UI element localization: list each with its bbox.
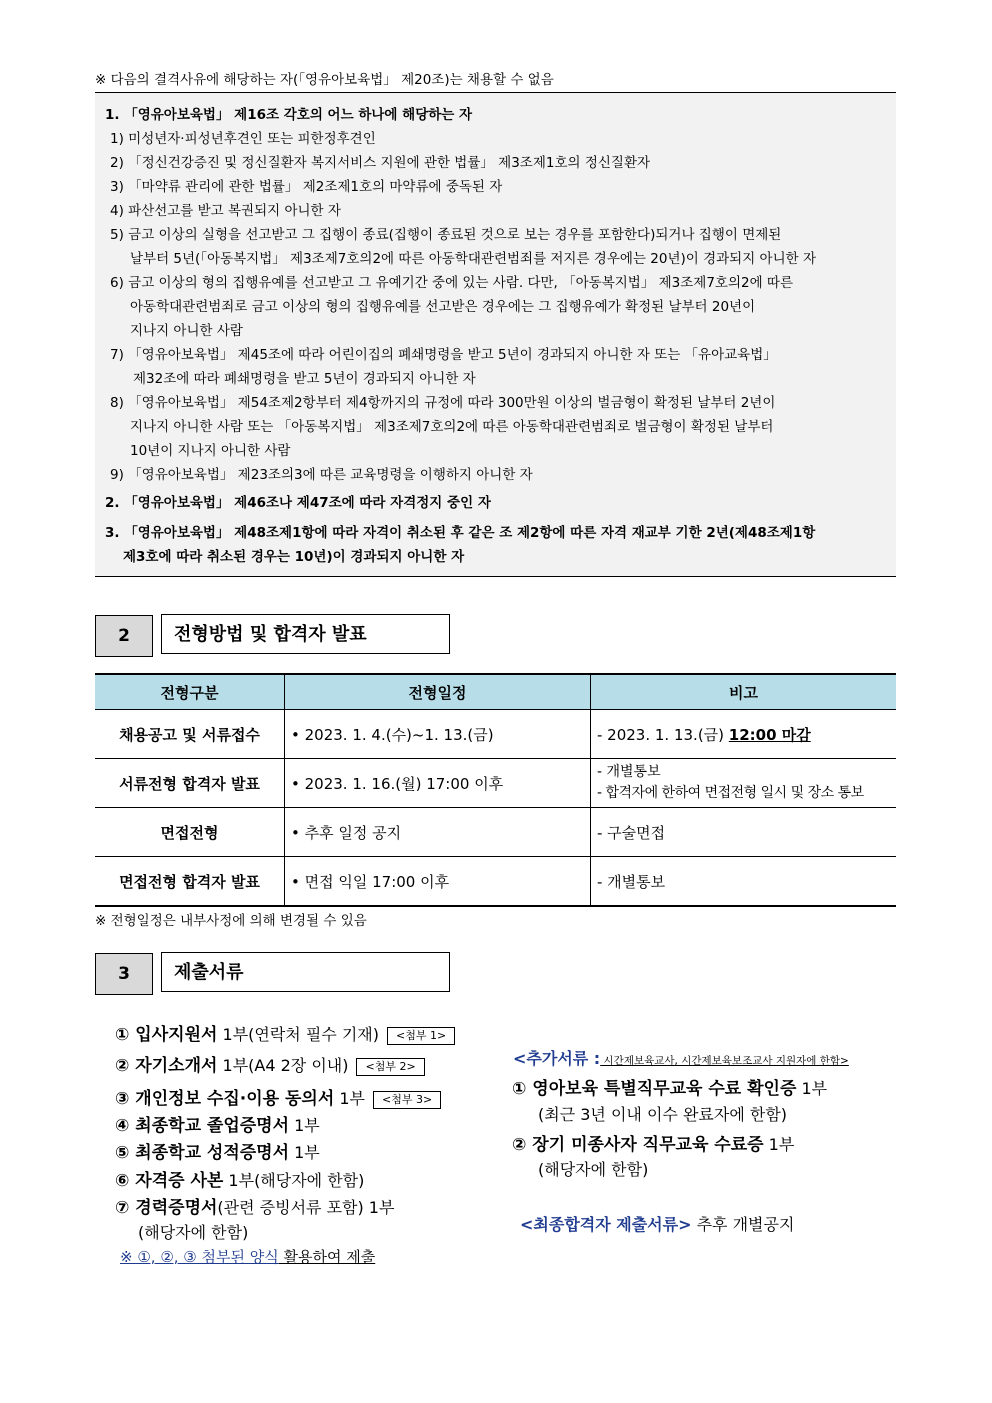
schedule-note: ※ 전형일정은 내부사정에 의해 변경될 수 있음 xyxy=(95,913,367,929)
deadline-text: 12:00 마감 xyxy=(728,725,811,744)
section-2-number: 2 xyxy=(95,615,153,657)
doc-title: ③ 개인정보 수집·이용 동의서 xyxy=(115,1089,335,1109)
attach-note-rest: 활용하여 제출 xyxy=(278,1248,376,1266)
disq-item-8b: 지나지 아니한 사람 또는 「아동복지법」 제3조제7호의2에 따른 아동학대관련범죄로 벌금형이 확정된 날부터 xyxy=(130,419,774,435)
attach-note xyxy=(120,1246,375,1267)
doc-title: ⑦ 경력증명서 xyxy=(115,1198,218,1218)
disq-heading-2: 2. 「영유아보육법」 제46조나 제47조에 따라 자격정지 중인 자 xyxy=(105,495,491,511)
extra-item-2 xyxy=(512,1130,794,1155)
doc-item-7-sub: (해당자에 한함) xyxy=(138,1223,249,1242)
disq-item-4: 4) 파산선고를 받고 복권되지 아니한 자 xyxy=(110,203,341,219)
doc-detail: 1부 xyxy=(334,1089,365,1108)
schedule-header-row xyxy=(95,674,896,710)
doc-detail: 1부 xyxy=(289,1116,320,1135)
doc-item-1 xyxy=(115,1020,455,1045)
disq-item-1: 1) 미성년자·피성년후견인 또는 피한정후견인 xyxy=(110,131,376,147)
extra-title-2: ② 장기 미종사자 직무교육 수료증 xyxy=(512,1135,764,1155)
table-row xyxy=(95,808,896,857)
date-cell: • 2023. 1. 16.(월) 17:00 이후 xyxy=(285,759,591,808)
section-3-title: 제출서류 xyxy=(161,952,450,992)
doc-item-7 xyxy=(115,1193,394,1218)
final-docs xyxy=(520,1212,794,1235)
section-2-title: 전형방법 및 합격자 발표 xyxy=(161,614,450,654)
extra-title-1: ① 영아보육 특별직무교육 수료 확인증 xyxy=(512,1079,797,1099)
disq-item-9: 9) 「영유아보육법」 제23조의3에 따른 교육명령을 이행하지 아니한 자 xyxy=(110,467,533,483)
extra-detail-1: 1부 xyxy=(796,1079,828,1098)
disq-item-5b: 날부터 5년(「아동복지법」 제3조제7호의2에 따른 아동학대관련범죄를 저지른 경우에는 20년)이 경과되지 아니한 자 xyxy=(130,251,816,267)
note-text: - 2023. 1. 13.(금) xyxy=(597,725,729,744)
doc-item-6 xyxy=(115,1166,364,1191)
header-note: 비고 xyxy=(591,674,897,710)
extra-item-1-sub: (최근 3년 이내 이수 완료자에 한함) xyxy=(538,1105,788,1124)
date-cell: • 2023. 1. 4.(수)~1. 13.(금) xyxy=(285,710,591,759)
doc-detail: 1부(A4 2장 이내) xyxy=(217,1056,349,1075)
doc-detail: 1부(해당자에 한함) xyxy=(223,1171,365,1190)
disqualify-note: ※ 다음의 결격사유에 해당하는 자(「영유아보육법」 제20조)는 채용할 수 없음 xyxy=(95,72,554,88)
schedule-table xyxy=(95,673,896,907)
note-cell: - 개별통보 xyxy=(591,857,897,907)
stage-cell: 면접전형 합격자 발표 xyxy=(95,857,285,907)
note-cell: - 구술면접 xyxy=(591,808,897,857)
attachment-tag: <첨부 3> xyxy=(373,1091,441,1109)
doc-item-2 xyxy=(115,1051,425,1076)
doc-detail: (관련 증빙서류 포함) 1부 xyxy=(217,1198,395,1217)
extra-detail-2: 1부 xyxy=(763,1135,795,1154)
doc-title: ② 자기소개서 xyxy=(115,1056,218,1076)
date-cell: • 면접 익일 17:00 이후 xyxy=(285,857,591,907)
stage-cell: 서류전형 합격자 발표 xyxy=(95,759,285,808)
disq-item-2: 2) 「정신건강증진 및 정신질환자 복지서비스 지원에 관한 법률」 제3조제1호의 정신질환자 xyxy=(110,155,651,171)
disq-item-7a: 7) 「영유아보육법」 제45조에 따라 어린이집의 폐쇄명령을 받고 5년이 경과되지 아니한 자 또는 「유아교육법」 xyxy=(110,347,777,363)
date-cell: • 추후 일정 공지 xyxy=(285,808,591,857)
header-stage: 전형구분 xyxy=(95,674,285,710)
stage-cell: 면접전형 xyxy=(95,808,285,857)
doc-title: ① 입사지원서 xyxy=(115,1025,218,1045)
section-3-number: 3 xyxy=(95,953,153,995)
note-cell xyxy=(591,759,897,808)
table-row xyxy=(95,710,896,759)
table-row xyxy=(95,759,896,808)
table-row xyxy=(95,857,896,907)
disqualification-box xyxy=(95,92,896,577)
doc-title: ⑤ 최종학교 성적증명서 xyxy=(115,1143,290,1163)
extra-item-2-sub: (해당자에 한함) xyxy=(538,1160,649,1179)
stage-cell: 채용공고 및 서류접수 xyxy=(95,710,285,759)
header-date: 전형일정 xyxy=(285,674,591,710)
disq-item-6b: 아동학대관련범죄로 금고 이상의 형의 집행유예를 선고받은 경우에는 그 집행유예가 확정된 날부터 20년이 xyxy=(130,299,756,315)
final-detail: 추후 개별공지 xyxy=(691,1215,795,1234)
note-text: - 개별통보 xyxy=(597,764,661,780)
disq-heading-3a: 3. 「영유아보육법」 제48조제1항에 따라 자격이 취소된 후 같은 조 제2항에 따른 자격 재교부 기한 2년(제48조제1항 xyxy=(105,525,816,541)
doc-detail: 1부 xyxy=(289,1143,320,1162)
doc-detail: 1부(연락처 필수 기재) xyxy=(217,1025,379,1044)
attachment-tag: <첨부 1> xyxy=(387,1027,455,1045)
final-title: <최종합격자 제출서류> xyxy=(520,1215,692,1234)
disq-item-8c: 10년이 지나지 아니한 사람 xyxy=(130,443,291,459)
disq-item-8a: 8) 「영유아보육법」 제54조제2항부터 제4항까지의 규정에 따라 300만원 이상의 벌금형이 확정된 날부터 2년이 xyxy=(110,395,776,411)
extra-title: <추가서류 : xyxy=(513,1049,601,1068)
disq-heading-3b: 제3호에 따라 취소된 경우는 10년)이 경과되지 아니한 자 xyxy=(123,549,465,565)
disq-item-6c: 지나지 아니한 사람 xyxy=(130,323,243,339)
disq-item-3: 3) 「마약류 관리에 관한 법률」 제2조제1호의 마약류에 중독된 자 xyxy=(110,179,503,195)
doc-item-5 xyxy=(115,1138,320,1163)
disq-item-5a: 5) 금고 이상의 실형을 선고받고 그 집행이 종료(집행이 종료된 것으로 보는 경우를 포함한다)되거나 집행이 면제된 xyxy=(110,227,782,243)
extra-item-1 xyxy=(512,1074,827,1099)
attachment-tag: <첨부 2> xyxy=(356,1058,424,1076)
disq-heading-1: 1. 「영유아보육법」 제16조 각호의 어느 하나에 해당하는 자 xyxy=(105,107,473,123)
disq-item-6a: 6) 금고 이상의 형의 집행유예를 선고받고 그 유예기간 중에 있는 사람. 다만, 「아동복지법」 제3조제7호의2에 따른 xyxy=(110,275,794,291)
attach-note-link[interactable]: ※ ①, ②, ③ 첨부된 양식 xyxy=(120,1248,279,1266)
doc-title: ⑥ 자격증 사본 xyxy=(115,1171,224,1191)
extra-subtitle: 시간제보육교사, 시간제보육보조교사 지원자에 한함> xyxy=(600,1055,849,1067)
disq-item-7b: 제32조에 따라 폐쇄명령을 받고 5년이 경과되지 아니한 자 xyxy=(133,371,476,387)
note-text-2: - 합격자에 한하여 면접전형 일시 및 장소 통보 xyxy=(597,785,864,801)
extra-docs-heading xyxy=(513,1046,849,1069)
doc-title: ④ 최종학교 졸업증명서 xyxy=(115,1116,290,1136)
doc-item-4 xyxy=(115,1111,320,1136)
doc-item-3 xyxy=(115,1084,441,1109)
note-cell xyxy=(591,710,897,759)
